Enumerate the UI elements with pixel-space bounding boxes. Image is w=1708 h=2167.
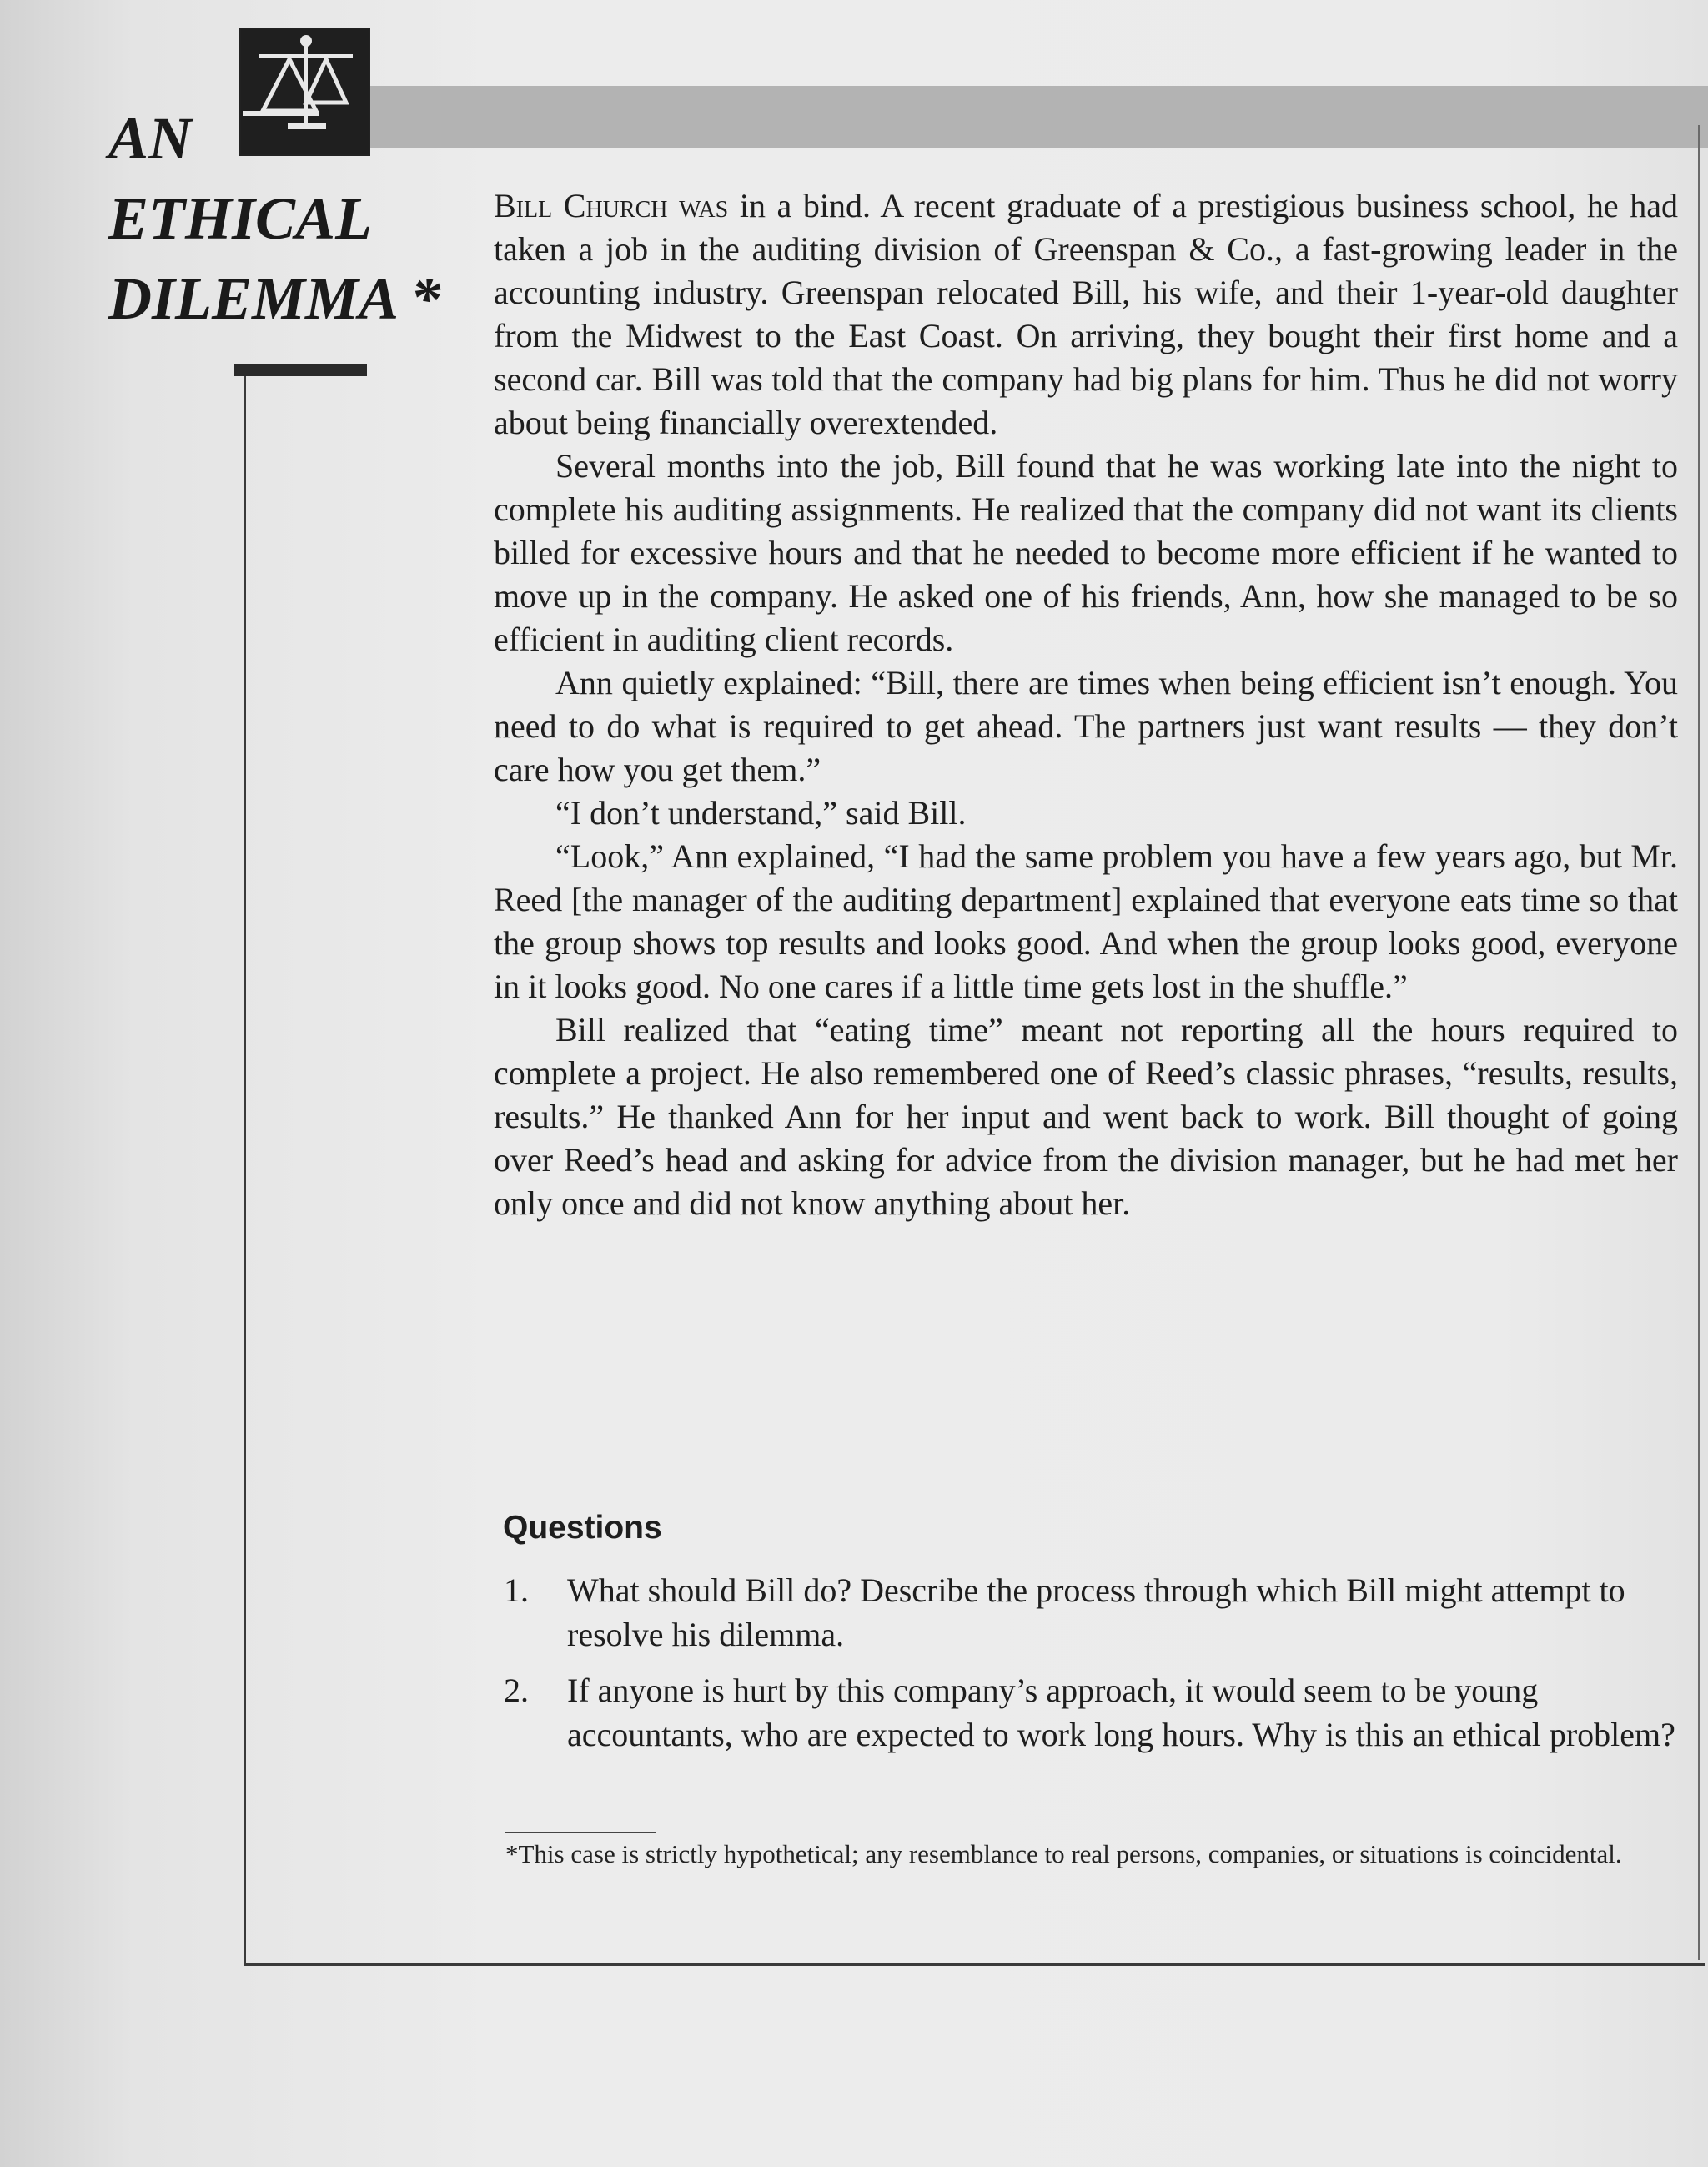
story-paragraph-3: Ann quietly explained: “Bill, there are times when being efficient isn’t enough. You need to do what is required to get ahead. The partners just want results — they don’t care how you get them.”: [494, 664, 1678, 788]
heading-line-3-text: DILEMMA: [108, 265, 396, 332]
case-story: [494, 184, 1678, 1225]
story-paragraph-6: Bill realized that “eating time” meant not reporting all the hours required to complete a project. He also remembered one of Reed’s classic phrases, “results, results, results.” He thanked Ann for her input and went back to work. Bill thought of going over Reed’s head and asking for advice from the division manager, but he had met her only once and did not know anything about her.: [494, 1011, 1678, 1222]
frame-tab: [234, 364, 367, 376]
story-lead-in: Bill Church was: [494, 187, 729, 224]
questions-list: [500, 1568, 1685, 1768]
question-item: [500, 1568, 1685, 1657]
footnote-rule: [505, 1832, 656, 1833]
case-heading: [108, 98, 509, 339]
story-paragraph-2: Several months into the job, Bill found that he was working late into the night to complete his auditing assignments. He realized that the company did not want its clients billed for excessive hours and that he needed to become more efficient if he wanted to move up in the company. He asked one of his friends, Ann, how she managed to be so efficient in auditing client records.: [494, 447, 1678, 658]
story-paragraph-1: [494, 184, 1678, 445]
footnote-mark: *: [410, 265, 441, 332]
question-number: 1.: [504, 1571, 529, 1609]
question-text: What should Bill do? Describe the process through which Bill might attempt to resolve his dilemma.: [567, 1571, 1625, 1653]
header-bar: [364, 86, 1708, 148]
footnote: *This case is strictly hypothetical; any resemblance to real persons, companies, or situations is coincidental.: [505, 1839, 1622, 1868]
heading-line-1: AN: [108, 105, 193, 172]
story-paragraph-5: “Look,” Ann explained, “I had the same problem you have a few years ago, but Mr. Reed [the manager of the auditing department] explained that everyone eats time so that the group shows top results and looks good. And when the group looks good, everyone in it looks good. No one cares if a little time gets lost in the shuffle.”: [494, 837, 1678, 1005]
heading-line-2: ETHICAL: [108, 185, 373, 252]
questions-title: Questions: [503, 1510, 662, 1546]
heading-line-3: [108, 259, 509, 339]
question-number: 2.: [504, 1672, 529, 1709]
question-item: [500, 1668, 1685, 1757]
story-paragraph-1-text: in a bind. A recent graduate of a prestigious business school, he had taken a job in the auditing division of Greenspan & Co., a fast-growing leader in the accounting industry. Greenspan relocated Bill, his wife, and their 1-year-old daughter from the Midwest to the East Coast. On arriving, they bought their first home and a second car. Bill was told that the company had big plans for him. Thus he did not worry about being financially overextended.: [494, 187, 1678, 441]
question-text: If anyone is hurt by this company’s approach, it would seem to be young accountants, who are expected to work long hours. Why is this an ethical problem?: [567, 1672, 1675, 1753]
story-paragraph-4: “I don’t understand,” said Bill.: [555, 794, 967, 832]
